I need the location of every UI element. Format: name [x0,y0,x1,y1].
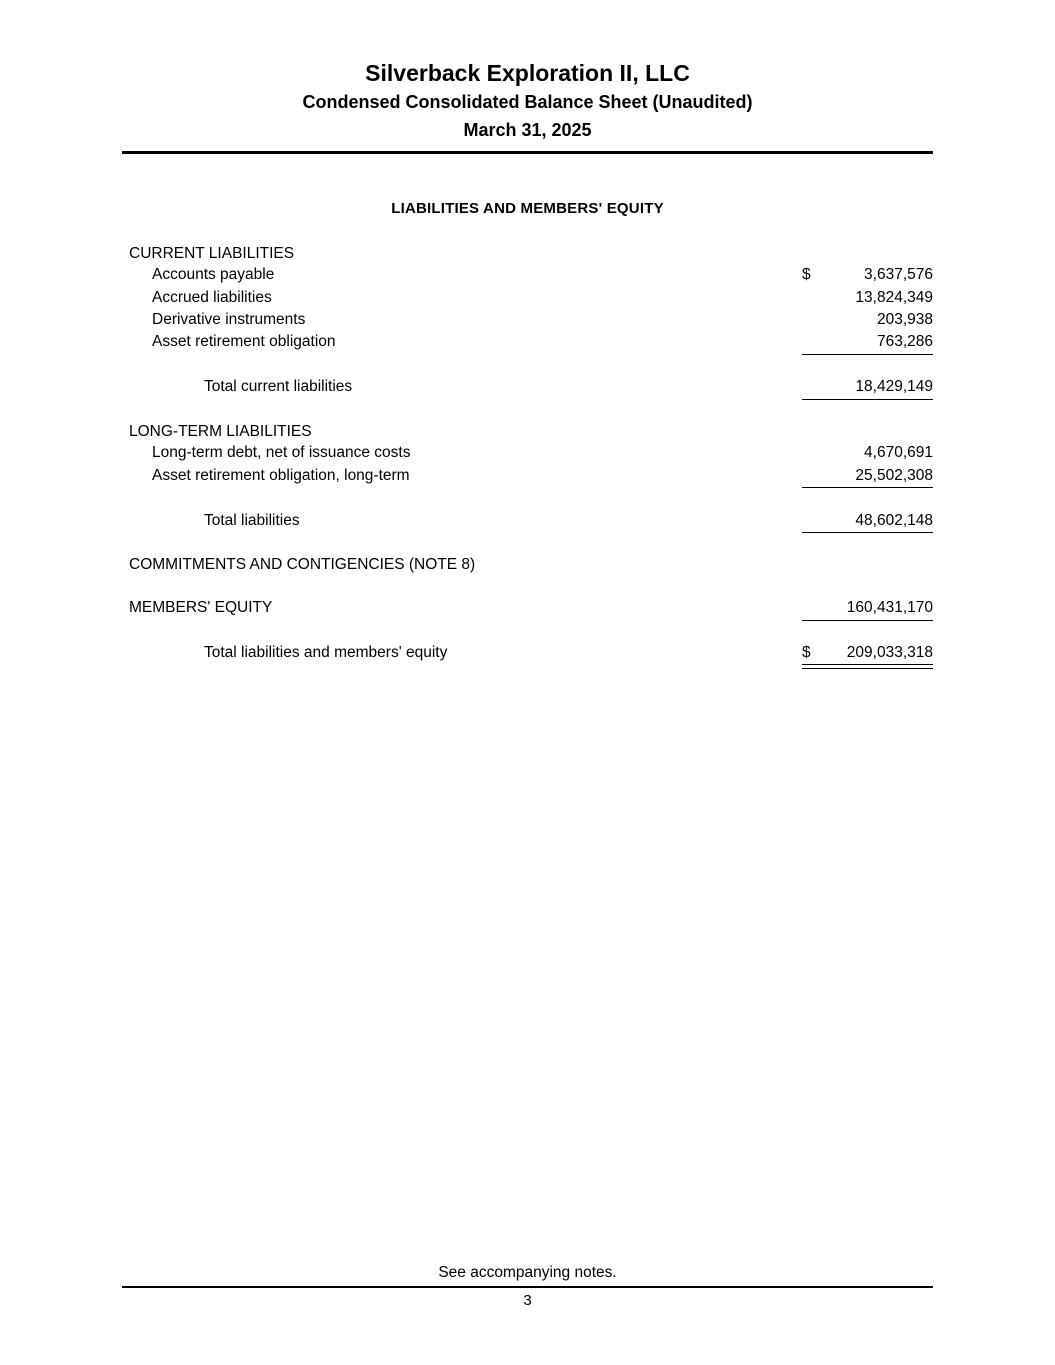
row-label: MEMBERS' EQUITY [129,599,273,617]
amount-value: 160,431,170 [846,599,933,617]
currency-symbol: $ [802,266,811,284]
document-header [0,0,1055,142]
amount-cell [802,376,933,399]
amount-cell [802,597,933,620]
statement-title: Condensed Consolidated Balance Sheet (Unaudited) [302,91,753,112]
spacer [122,621,933,642]
row-label: Total liabilities and members' equity [204,644,448,661]
amount-cell [802,642,933,665]
spacer [122,533,933,554]
amount-value: 4,670,691 [864,444,933,462]
amount-cell [802,309,933,331]
row-total-liabilities-and-members-equity [122,642,933,665]
spacer [122,576,933,597]
document-footer [122,1264,933,1309]
spacer [122,488,933,509]
amount-value: 48,602,148 [855,511,933,529]
row-label: Asset retirement obligation, long-term [152,466,410,484]
row-label: Long-term debt, net of issuance costs [152,444,411,462]
row-label: Asset retirement obligation [152,333,336,351]
row-label: COMMITMENTS AND CONTIGENCIES (NOTE 8) [129,556,476,574]
amount-cell [802,510,933,533]
row-members-equity [122,597,933,620]
amount-value: 203,938 [876,311,933,328]
row-accounts-payable [122,264,933,286]
row-current-liabilities-heading [122,243,933,264]
header-divider-rule [122,151,933,154]
amount-value: 763,286 [876,333,933,351]
statement-date: March 31, 2025 [463,120,592,141]
amount-value: 209,033,318 [846,644,933,661]
company-name: Silverback Exploration II, LLC [365,60,690,86]
row-total-liabilities [122,510,933,533]
amount-value: 13,824,349 [855,288,933,306]
amount-cell [802,442,933,464]
row-label: Accounts payable [152,266,275,284]
row-derivative-instruments [122,309,933,331]
row-accrued-liabilities [122,287,933,309]
amount-value: 18,429,149 [855,378,933,396]
row-label: Derivative instruments [152,311,306,328]
section-heading-liabilities-equity: LIABILITIES AND MEMBERS' EQUITY [391,199,664,217]
amount-value: 3,637,576 [864,266,933,284]
currency-symbol: $ [802,644,811,661]
amount-cell [802,331,933,354]
amount-cell [802,264,933,286]
row-label: Accrued liabilities [152,288,272,306]
amount-value: 25,502,308 [855,466,933,484]
row-long-term-debt [122,442,933,464]
statement-body [122,243,933,666]
row-label: LONG-TERM LIABILITIES [129,423,312,440]
row-label: Total liabilities [204,511,300,529]
row-commitments-contingencies [122,554,933,575]
row-asset-retirement-obligation-long-term [122,465,933,488]
footer-divider-rule [122,1286,933,1288]
row-label: CURRENT LIABILITIES [129,244,295,262]
amount-cell [802,287,933,309]
row-label: Total current liabilities [204,378,353,396]
amount-cell [802,465,933,488]
spacer [122,355,933,376]
spacer [122,400,933,421]
footer-note: See accompanying notes. [438,1264,617,1281]
page-number: 3 [523,1292,532,1309]
row-long-term-liabilities-heading [122,421,933,442]
row-asset-retirement-obligation [122,331,933,354]
row-total-current-liabilities [122,376,933,399]
